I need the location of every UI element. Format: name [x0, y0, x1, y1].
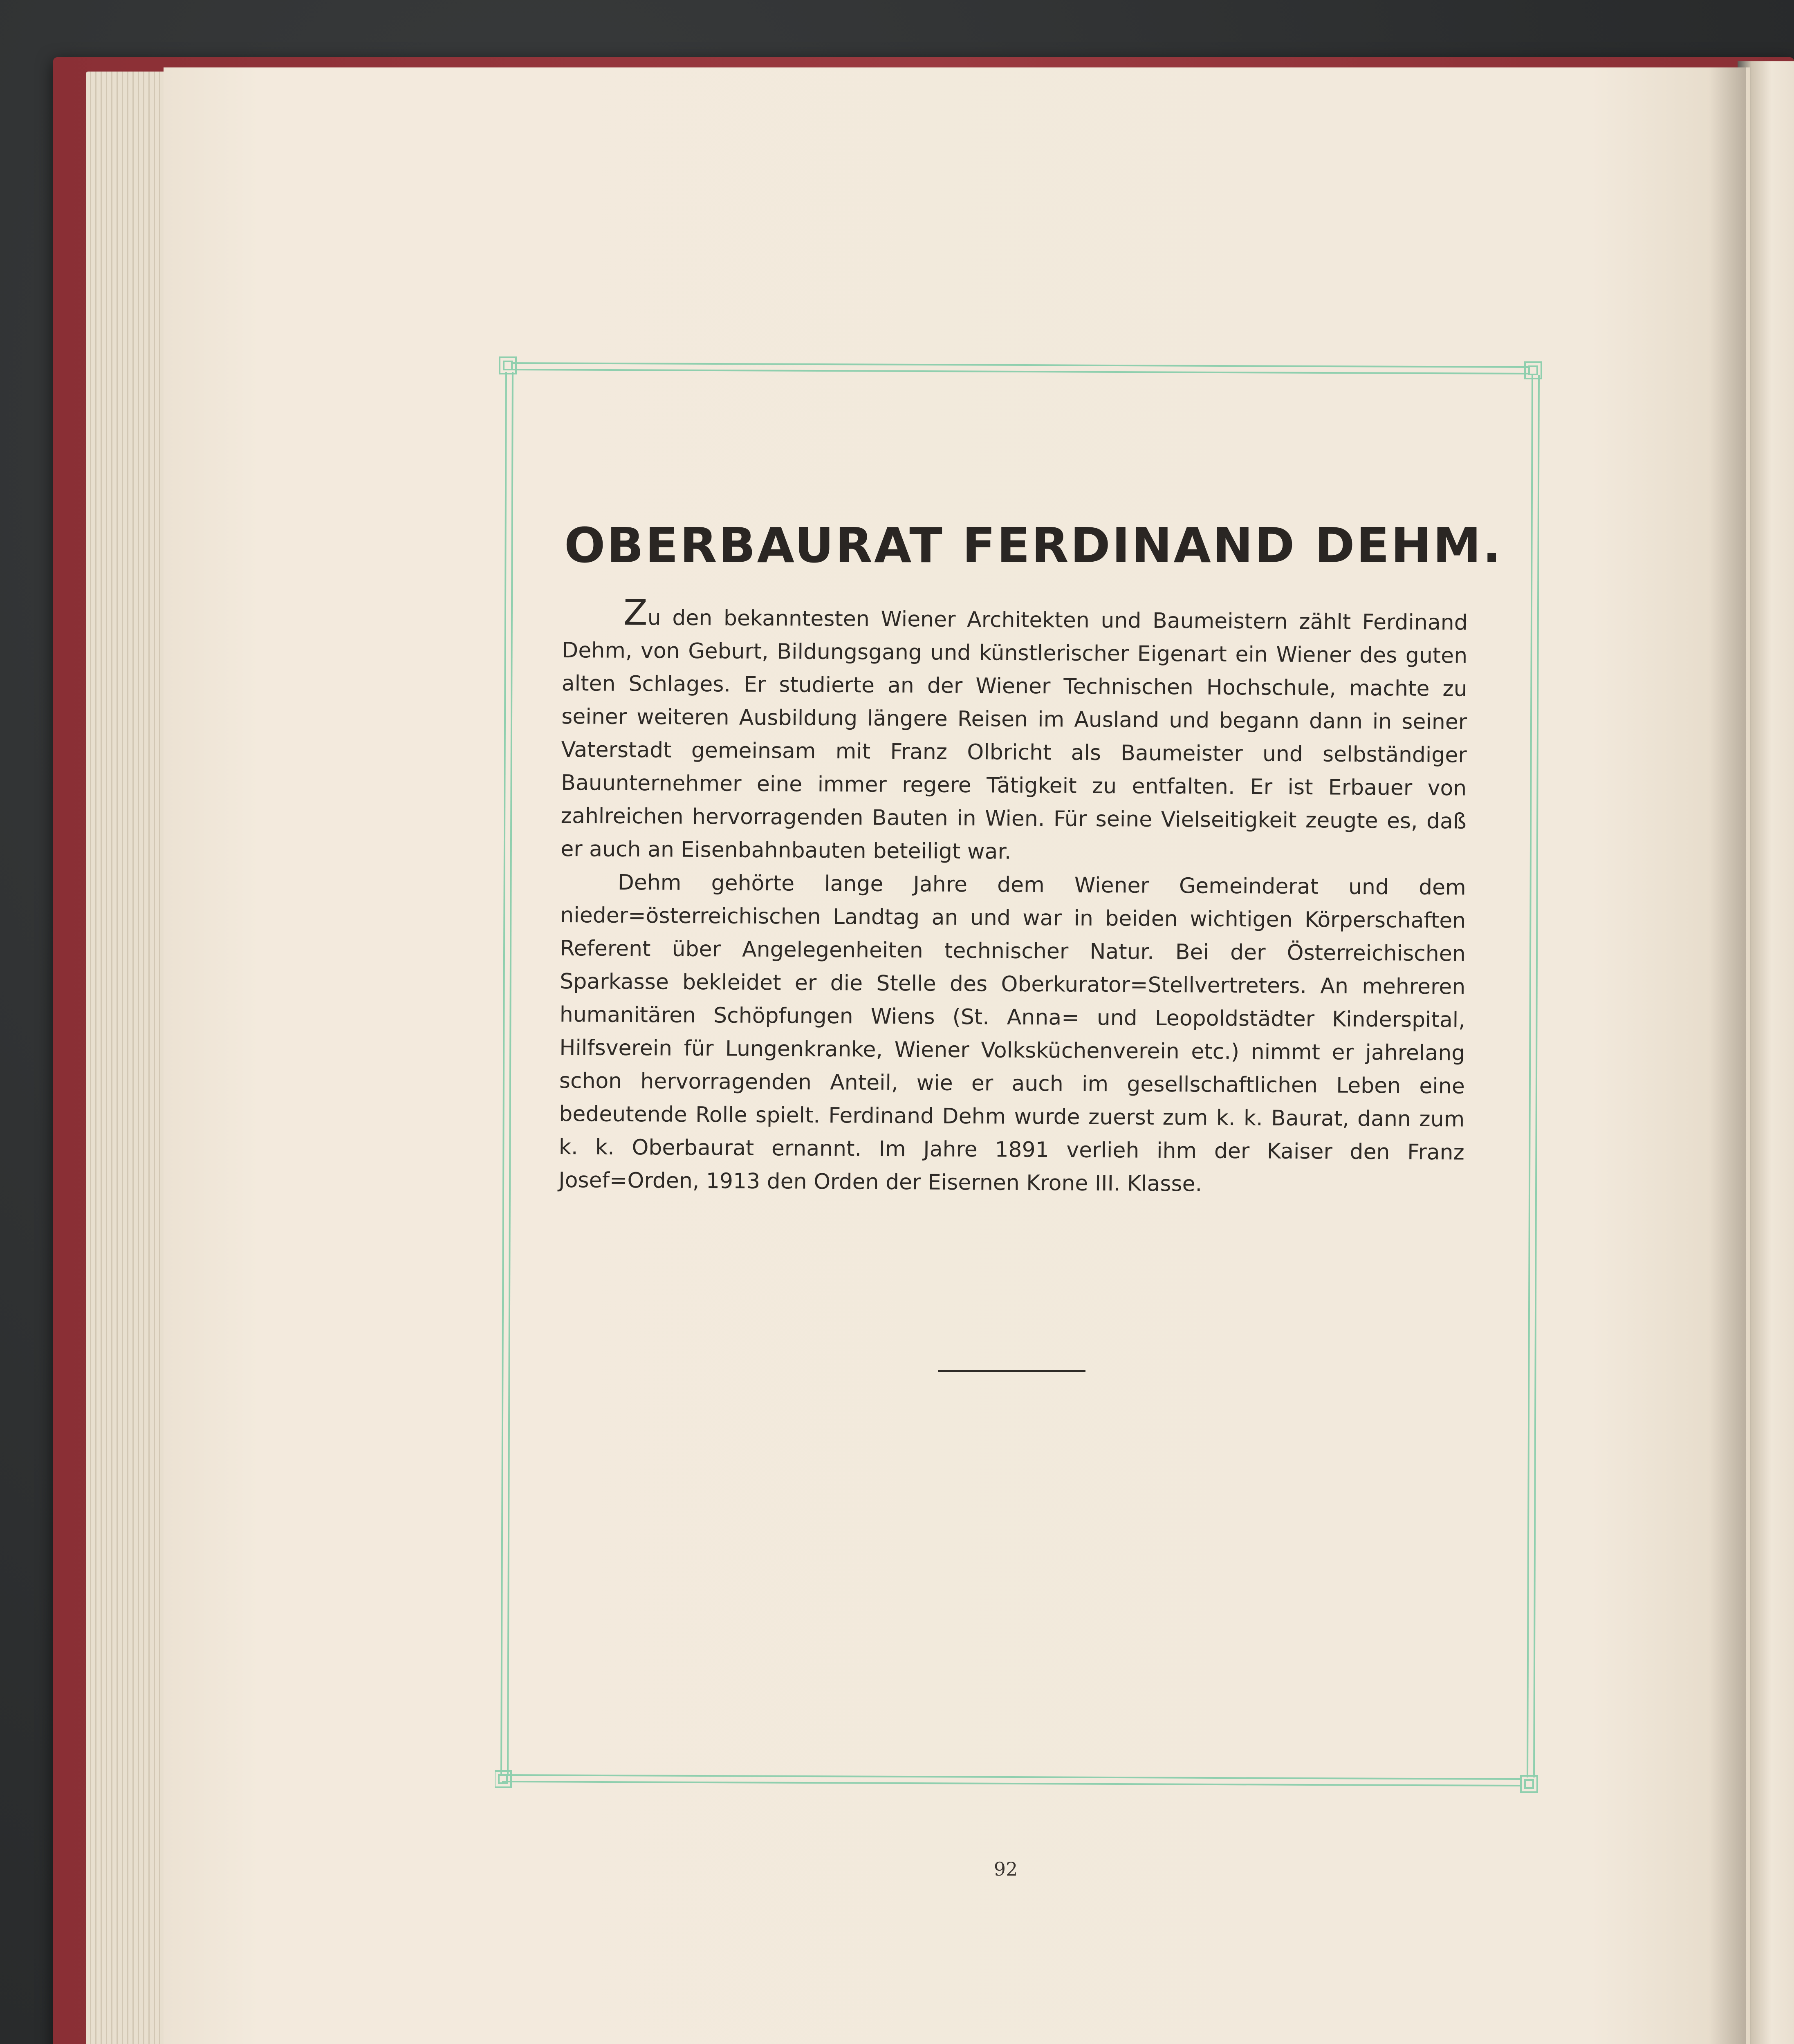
page-number: 92: [993, 1858, 1018, 1880]
article-body: [558, 592, 1468, 1203]
section-divider: [938, 1370, 1085, 1372]
gutter-shadow: [1709, 67, 1746, 2044]
drop-cap: Z: [623, 592, 648, 634]
article-title: OBERBAURAT FERDINAND DEHM.: [564, 517, 1503, 574]
paragraph-1: [561, 592, 1468, 872]
paragraph-1-text: u den bekanntesten Wiener Architekten und Baumeistern zählt Ferdinand Dehm, von Geburt, Bildungsgang und künstlerischer Eigenart ein Wiener des guten alten Schlages. Er studierte an der Wiener Technischen Hochschule, machte zu seiner weiteren Ausbildung längere Reisen im Ausland und begann dann in seiner Vaterstadt gemeinsam mit Franz Olbricht als Baumeister und selbständiger Bauunternehmer eine immer regere Tätigkeit zu entfalten. Er ist Erbauer von zahlreichen hervorragenden Bauten in Wien. Für seine Vielseitigkeit zeugte es, daß er auch an Eisenbahnbauten beteiligt war.: [561, 605, 1468, 864]
page-edges: [86, 72, 172, 2044]
paragraph-2: Dehm gehörte lange Jahre dem Wiener Gemeinderat und dem nieder=österreichischen Landtag an und war in beiden wichtigen Körperschaften Referent über Angelegenheiten technischer Natur. Bei der Österreichischen Sparkasse bekleidet er die Stelle des Oberkurator=Stellvertreters. An mehreren humanitären Schöpfungen Wiens (St. Anna= und Leopoldstädter Kinderspital, Hilfsverein für Lungenkranke, Wiener Volksküchenverein etc.) nimmt er jahrelang schon hervorragenden Anteil, wie er auch im gesellschaftlichen Leben eine bedeutende Rolle spielt. Ferdinand Dehm wurde zuerst zum k. k. Baurat, dann zum k. k. Oberbaurat ernannt. Im Jahre 1891 verlieh ihm der Kaiser den Franz Josef=Orden, 1913 den Orden der Eisernen Krone III. Klasse.: [558, 870, 1466, 1197]
